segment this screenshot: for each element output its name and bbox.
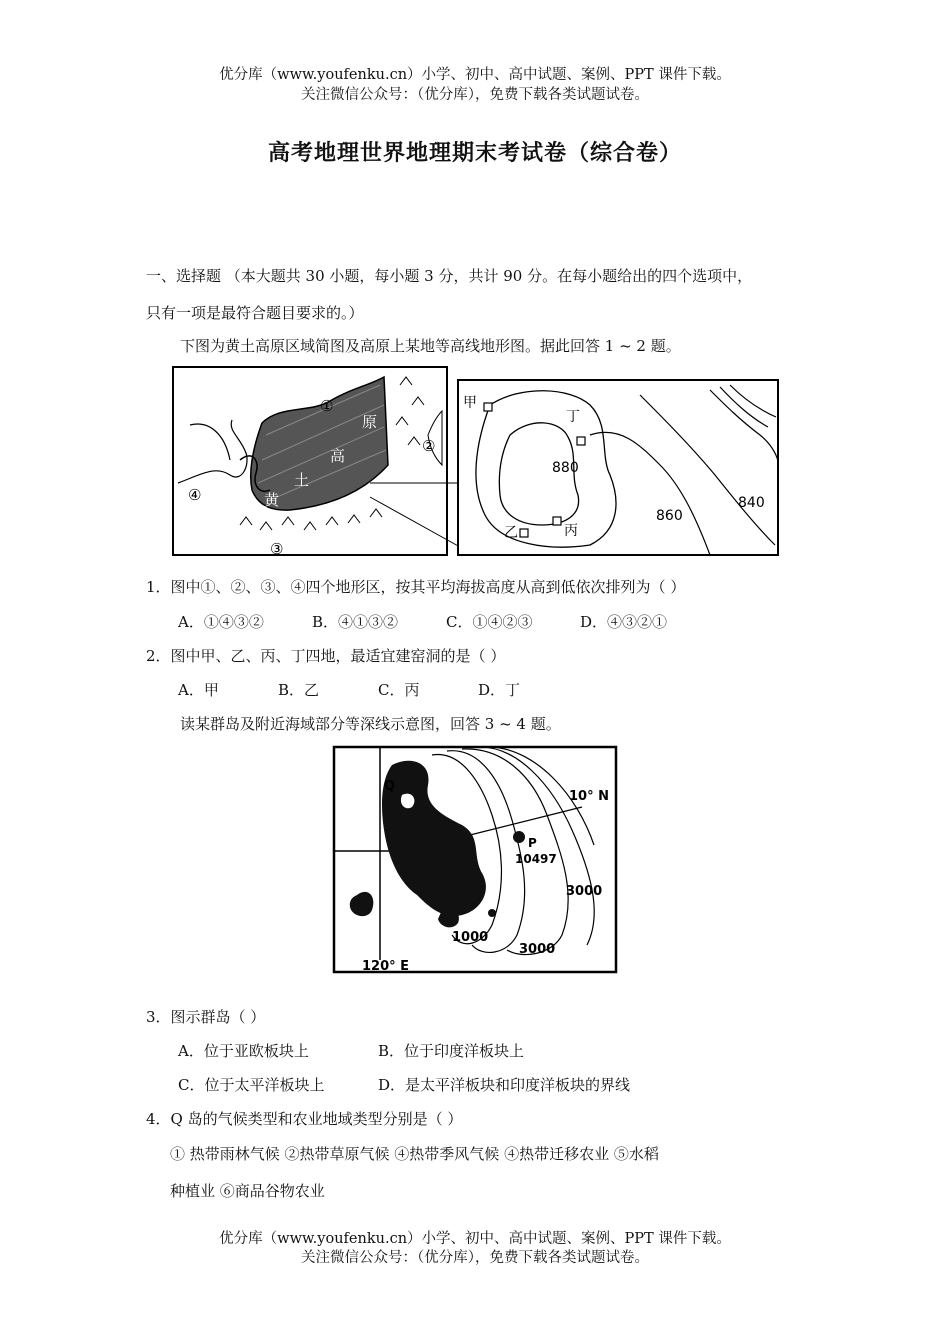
q2-option-c: C．丙 — [378, 681, 420, 699]
q3-option-b: B．位于印度洋板块上 — [378, 1042, 525, 1060]
q4-stem: 4．Q 岛的气候类型和农业地域类型分别是（ ） — [146, 1110, 463, 1128]
q1-option-d: D．④③②① — [580, 613, 668, 631]
label-point-p: P — [528, 836, 537, 850]
label-region-4: ④ — [188, 486, 202, 504]
label-tu: 土 — [294, 471, 310, 489]
q1-option-c: C．①④②③ — [446, 613, 533, 631]
intro-q3-4: 读某群岛及附近海域部分等深线示意图，回答 3 ~ 4 题。 — [180, 715, 561, 733]
q2-option-b: B．乙 — [278, 681, 320, 699]
loess-plateau-figure — [170, 365, 782, 560]
header-line-2: 关注微信公众号：（优分库），免费下载各类试题试卷。 — [301, 87, 649, 103]
q3-stem: 3．图示群岛（ ） — [146, 1008, 266, 1026]
label-ding: 丁 — [566, 409, 580, 425]
label-island-q: Q — [384, 779, 396, 794]
footer-line-1: 优分库（www.youfenku.cn）小学、初中、高中试题、案例、PPT 课件下载。 — [219, 1231, 731, 1247]
label-bing: 丙 — [564, 523, 578, 539]
q3-option-c: C．位于太平洋板块上 — [178, 1076, 325, 1094]
page-title: 高考地理世界地理期末考试卷（综合卷） — [267, 140, 682, 166]
q4-choices-line-1: ① 热带雨林气候 ②热带草原气候 ④热带季风气候 ④热带迁移农业 ⑤水稻 — [170, 1145, 659, 1163]
label-latitude: 10° N — [569, 789, 609, 804]
label-region-3: ③ — [270, 540, 284, 558]
q1-option-b: B．④①③② — [312, 613, 399, 631]
q2-option-d: D．丁 — [478, 681, 521, 699]
label-depth-3000-bottom: 3000 — [519, 942, 556, 957]
q2-stem: 2．图中甲、乙、丙、丁四地，最适宜建窑洞的是（ ） — [146, 647, 506, 665]
section-instruction-1: 一、选择题 （本大题共 30 小题，每小题 3 分，共计 90 分。在每小题给出的四个选项中， — [146, 267, 753, 285]
q3-option-a: A．位于亚欧板块上 — [178, 1042, 309, 1060]
label-jia: 甲 — [463, 395, 477, 411]
q4-choices-line-2: 种植业 ⑥商品谷物农业 — [170, 1182, 325, 1200]
q1-option-a: A．①④③② — [178, 613, 264, 631]
archipelago-depth-figure — [332, 745, 618, 975]
label-depth-1000: 1000 — [452, 930, 489, 945]
footer-line-2: 关注微信公众号：（优分库），免费下载各类试题试卷。 — [301, 1250, 649, 1266]
q2-option-a: A．甲 — [178, 681, 219, 699]
q3-option-d: D．是太平洋板块和印度洋板块的界线 — [378, 1076, 631, 1094]
label-region-2: ② — [422, 437, 436, 455]
label-region-1: ① — [320, 397, 334, 415]
section-instruction-2: 只有一项是最符合题目要求的。） — [146, 304, 364, 322]
header-line-1: 优分库（www.youfenku.cn）小学、初中、高中试题、案例、PPT 课件下载。 — [219, 67, 731, 83]
q1-stem: 1．图中①、②、③、④四个地形区，按其平均海拔高度从高到低依次排列为（ ） — [146, 578, 686, 596]
label-gao: 高 — [330, 447, 346, 465]
contour-860: 860 — [656, 508, 683, 524]
label-longitude: 120° E — [362, 959, 410, 974]
label-yuan: 原 — [362, 413, 378, 431]
contour-840: 840 — [738, 495, 765, 511]
label-yi: 乙 — [504, 525, 518, 541]
contour-880: 880 — [552, 460, 579, 476]
label-huang: 黄 — [264, 491, 280, 509]
label-depth-3000-right: 3000 — [566, 884, 603, 899]
intro-q1-2: 下图为黄土高原区域简图及高原上某地等高线地形图。据此回答 1 ~ 2 题。 — [180, 337, 681, 355]
label-depth-p: 10497 — [515, 852, 557, 866]
